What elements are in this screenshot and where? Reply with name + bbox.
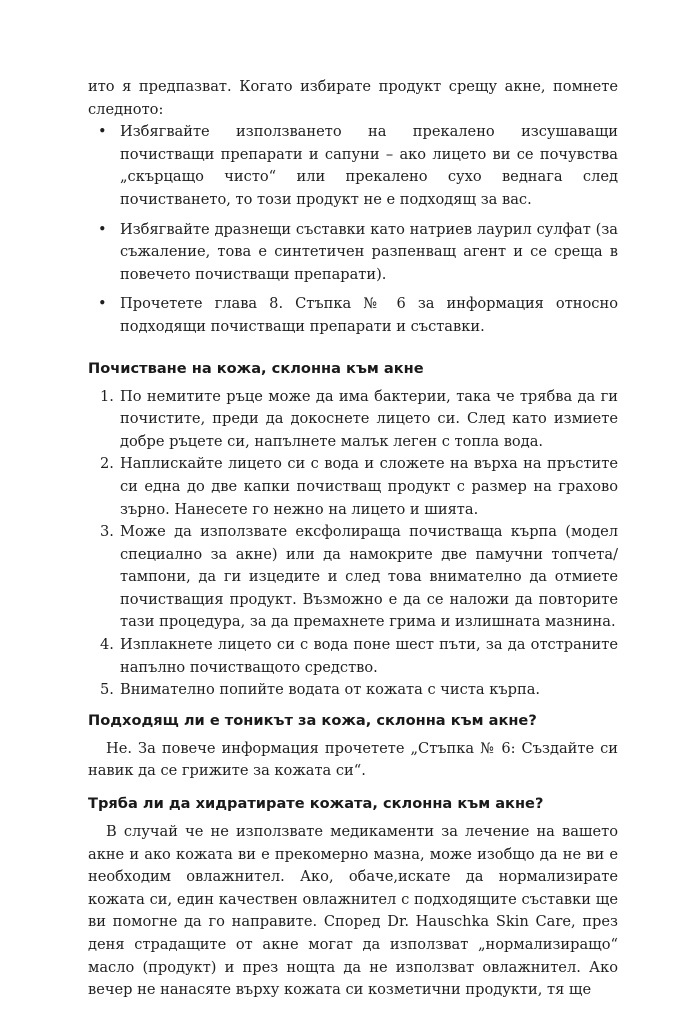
- list-item: [100, 634, 618, 679]
- toner-paragraph: Не. За повече информация прочетете „Стъпка № 6: Създайте си навик да се грижите за кожата си“.: [88, 739, 618, 780]
- tips-list: [88, 121, 618, 338]
- list-item: • Прочетете глава 8. Стъпка № 6 за информация относно подходящи почистващи препарати и съставки.: [120, 293, 618, 338]
- step-text: Внимателно попийте водата от кожата с чиста кърпа.: [120, 681, 541, 699]
- cleansing-steps: [88, 386, 618, 702]
- list-item: [100, 679, 618, 702]
- document-page: [88, 76, 618, 1002]
- step-number: 5.: [100, 681, 114, 699]
- step-text: Изплакнете лицето си с вода поне шест пъти, за да отстраните напълно почистващото средство.: [120, 636, 618, 676]
- step-number: 3.: [100, 523, 114, 541]
- list-item: [100, 521, 618, 634]
- step-text: Може да използвате ексфолираща почистваща кърпа (модел специално за акне) или да намокрите две памучни топчета/тампони, да ги изцедите и след това внимателно да отмиете почистващия продукт. Възможно е да се наложи да повторите тази процедура, за да премахнете грима и излишната мазнина.: [120, 523, 618, 631]
- intro-paragraph: ито я предпазват. Когато избирате продукт срещу акне, помнете следното:: [88, 78, 618, 118]
- step-text: По немитите ръце може да има бактерии, така че трябва да ги почистите, преди да докоснете лицето си. След като измиете добре ръцете си, напълнете малък леген с топла вода.: [120, 387, 618, 450]
- section-heading-moisturize: Тряба ли да хидратирате кожата, склонна към акне?: [88, 795, 544, 813]
- step-number: 1.: [100, 387, 114, 405]
- section-heading-toner: Подходящ ли е тоникът за кожа, склонна към акне?: [88, 711, 537, 729]
- step-number: 4.: [100, 636, 114, 654]
- step-number: 2.: [100, 455, 114, 473]
- section-heading-cleansing: Почистване на кожа, склонна към акне: [88, 359, 424, 377]
- moisturize-paragraph: В случай че не използвате медикаменти за лечение на вашето акне и ако кожата ви е прекомерно мазна, може изобщо да не ви е необходим овлажнител. Ако, обаче,искате да нормализирате кожата си, един качествен овлажнител с подходящите съставки ще ви помогне да го направите. Според Dr. Hauschka Skin Care, през деня страдащите от акне могат да използват „нормализиращо“ масло (продукт) и през нощта да не използват овлажнител. Ако вечер не нанасяте върху кожата си козметични продукти, тя ще: [88, 823, 618, 999]
- list-item: [100, 386, 618, 454]
- list-item: • Избягвайте дразнещи съставки като натриев лаурил сулфат (за съжаление, това е синтетичен разпенващ агент и се среща в повечето почистващи препарати).: [120, 219, 618, 287]
- list-item: • Избягвайте използването на прекалено изсушаващи почистващи препарати и сапуни – ако лицето ви се почувства „скърцащо чисто“ или прекалено сухо веднага след почистването, то този продукт не е подходящ за вас.: [120, 121, 618, 211]
- list-item: [100, 453, 618, 521]
- step-text: Наплискайте лицето си с вода и сложете на върха на пръстите си една до две капки почистващ продукт с размер на грахово зърно. Нанесете го нежно на лицето и шията.: [120, 455, 618, 518]
